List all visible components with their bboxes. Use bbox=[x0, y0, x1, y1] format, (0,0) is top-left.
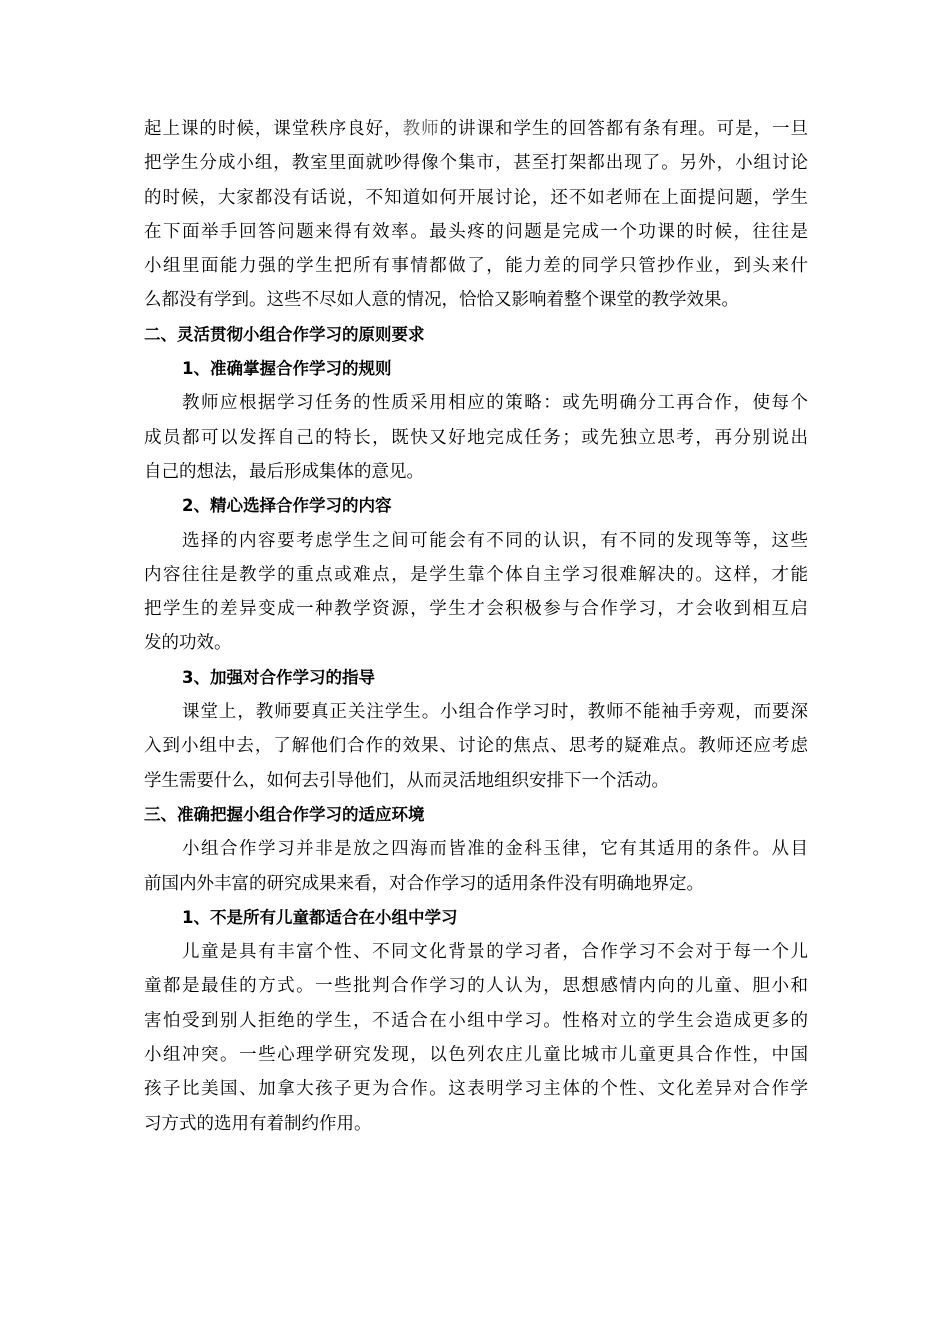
text-span: 的讲课和学生的回答都有条有理。可是，一旦 bbox=[439, 119, 808, 139]
text-line: 小组冲突。一些心理学研究发现，以色列农庄儿童比城市儿童更具合作性，中国 bbox=[144, 1045, 808, 1066]
text-line: 害怕受到别人拒绝的学生，不适合在小组中学习。性格对立的学生会造成更多的 bbox=[144, 1010, 808, 1031]
text-span-teacher: 教师 bbox=[402, 119, 440, 139]
document-body bbox=[144, 112, 808, 1141]
paragraph-rules bbox=[144, 386, 808, 489]
text-line: 发的功效。 bbox=[144, 633, 232, 654]
text-line: 成员都可以发挥自己的特长，既快又好地完成任务；或先独立思考，再分别说出 bbox=[144, 427, 808, 448]
text-line: 儿童是具有丰富个性、不同文化背景的学习者，合作学习不会对于每一个儿 bbox=[182, 942, 808, 963]
text-line: 课堂上，教师要真正关注学生。小组合作学习时，教师不能袖手旁观，而要深 bbox=[182, 702, 808, 723]
paragraph-content bbox=[144, 524, 808, 661]
section-heading-2: 二、灵活贯彻小组合作学习的原则要求 bbox=[144, 324, 425, 344]
text-span: 起上课的时候，课堂秩序良好， bbox=[144, 119, 403, 139]
text-line: 小组合作学习并非是放之四海而皆准的金科玉律，它有其适用的条件。从目 bbox=[182, 839, 808, 860]
paragraph-classroom-order bbox=[144, 112, 808, 318]
text-line: 么都没有学到。这些不尽如人意的情况，恰恰又影响着整个课堂的教学效果。 bbox=[144, 290, 739, 311]
text-line: 小组里面能力强的学生把所有事情都做了，能力差的同学只管抄作业，到头来什 bbox=[144, 256, 808, 277]
text-line: 内容往往是教学的重点或难点，是学生靠个体自主学习很难解决的。这样，才能 bbox=[144, 564, 808, 585]
text-line: 学生需要什么，如何去引导他们，从而灵活地组织安排下一个活动。 bbox=[144, 770, 669, 791]
section-heading-3: 三、准确把握小组合作学习的适应环境 bbox=[144, 804, 425, 824]
text-line: 孩子比美国、加拿大孩子更为合作。这表明学习主体的个性、文化差异对合作学 bbox=[144, 1079, 808, 1100]
subheading-guidance: 3、加强对合作学习的指导 bbox=[182, 667, 375, 687]
text-line: 把学生的差异变成一种教学资源，学生才会积极参与合作学习，才会收到相互启 bbox=[144, 599, 808, 620]
text-line: 的时候，大家都没有话说，不知道如何开展讨论，还不如老师在上面提问题，学生 bbox=[144, 187, 808, 208]
subheading-content: 2、精心选择合作学习的内容 bbox=[182, 496, 392, 516]
paragraph-guidance bbox=[144, 695, 808, 798]
text-line: 习方式的选用有着制约作用。 bbox=[144, 1113, 372, 1134]
paragraph-children bbox=[144, 935, 808, 1141]
text-line bbox=[144, 112, 808, 146]
subheading-children: 1、不是所有儿童都适合在小组中学习 bbox=[182, 907, 458, 927]
text-line: 在下面举手回答问题来得有效率。最头疼的问题是完成一个功课的时候，往往是 bbox=[144, 221, 808, 242]
text-line: 把学生分成小组，教室里面就吵得像个集市，甚至打架都出现了。另外，小组讨论 bbox=[144, 153, 808, 174]
text-line: 入到小组中去，了解他们合作的效果、讨论的焦点、思考的疑难点。教师还应考虑 bbox=[144, 736, 808, 757]
subheading-rules: 1、准确掌握合作学习的规则 bbox=[182, 359, 392, 379]
text-line: 自己的想法，最后形成集体的意见。 bbox=[144, 461, 424, 482]
text-line: 童都是最佳的方式。一些批判合作学习的人认为，思想感情内向的儿童、胆小和 bbox=[144, 976, 808, 997]
text-line: 选择的内容要考虑学生之间可能会有不同的认识，有不同的发现等等，这些 bbox=[182, 530, 808, 551]
text-line: 前国内外丰富的研究成果来看，对合作学习的适用条件没有明确地界定。 bbox=[144, 873, 704, 894]
text-line: 教师应根据学习任务的性质采用相应的策略：或先明确分工再合作，使每个 bbox=[182, 393, 808, 414]
paragraph-environment bbox=[144, 832, 808, 901]
